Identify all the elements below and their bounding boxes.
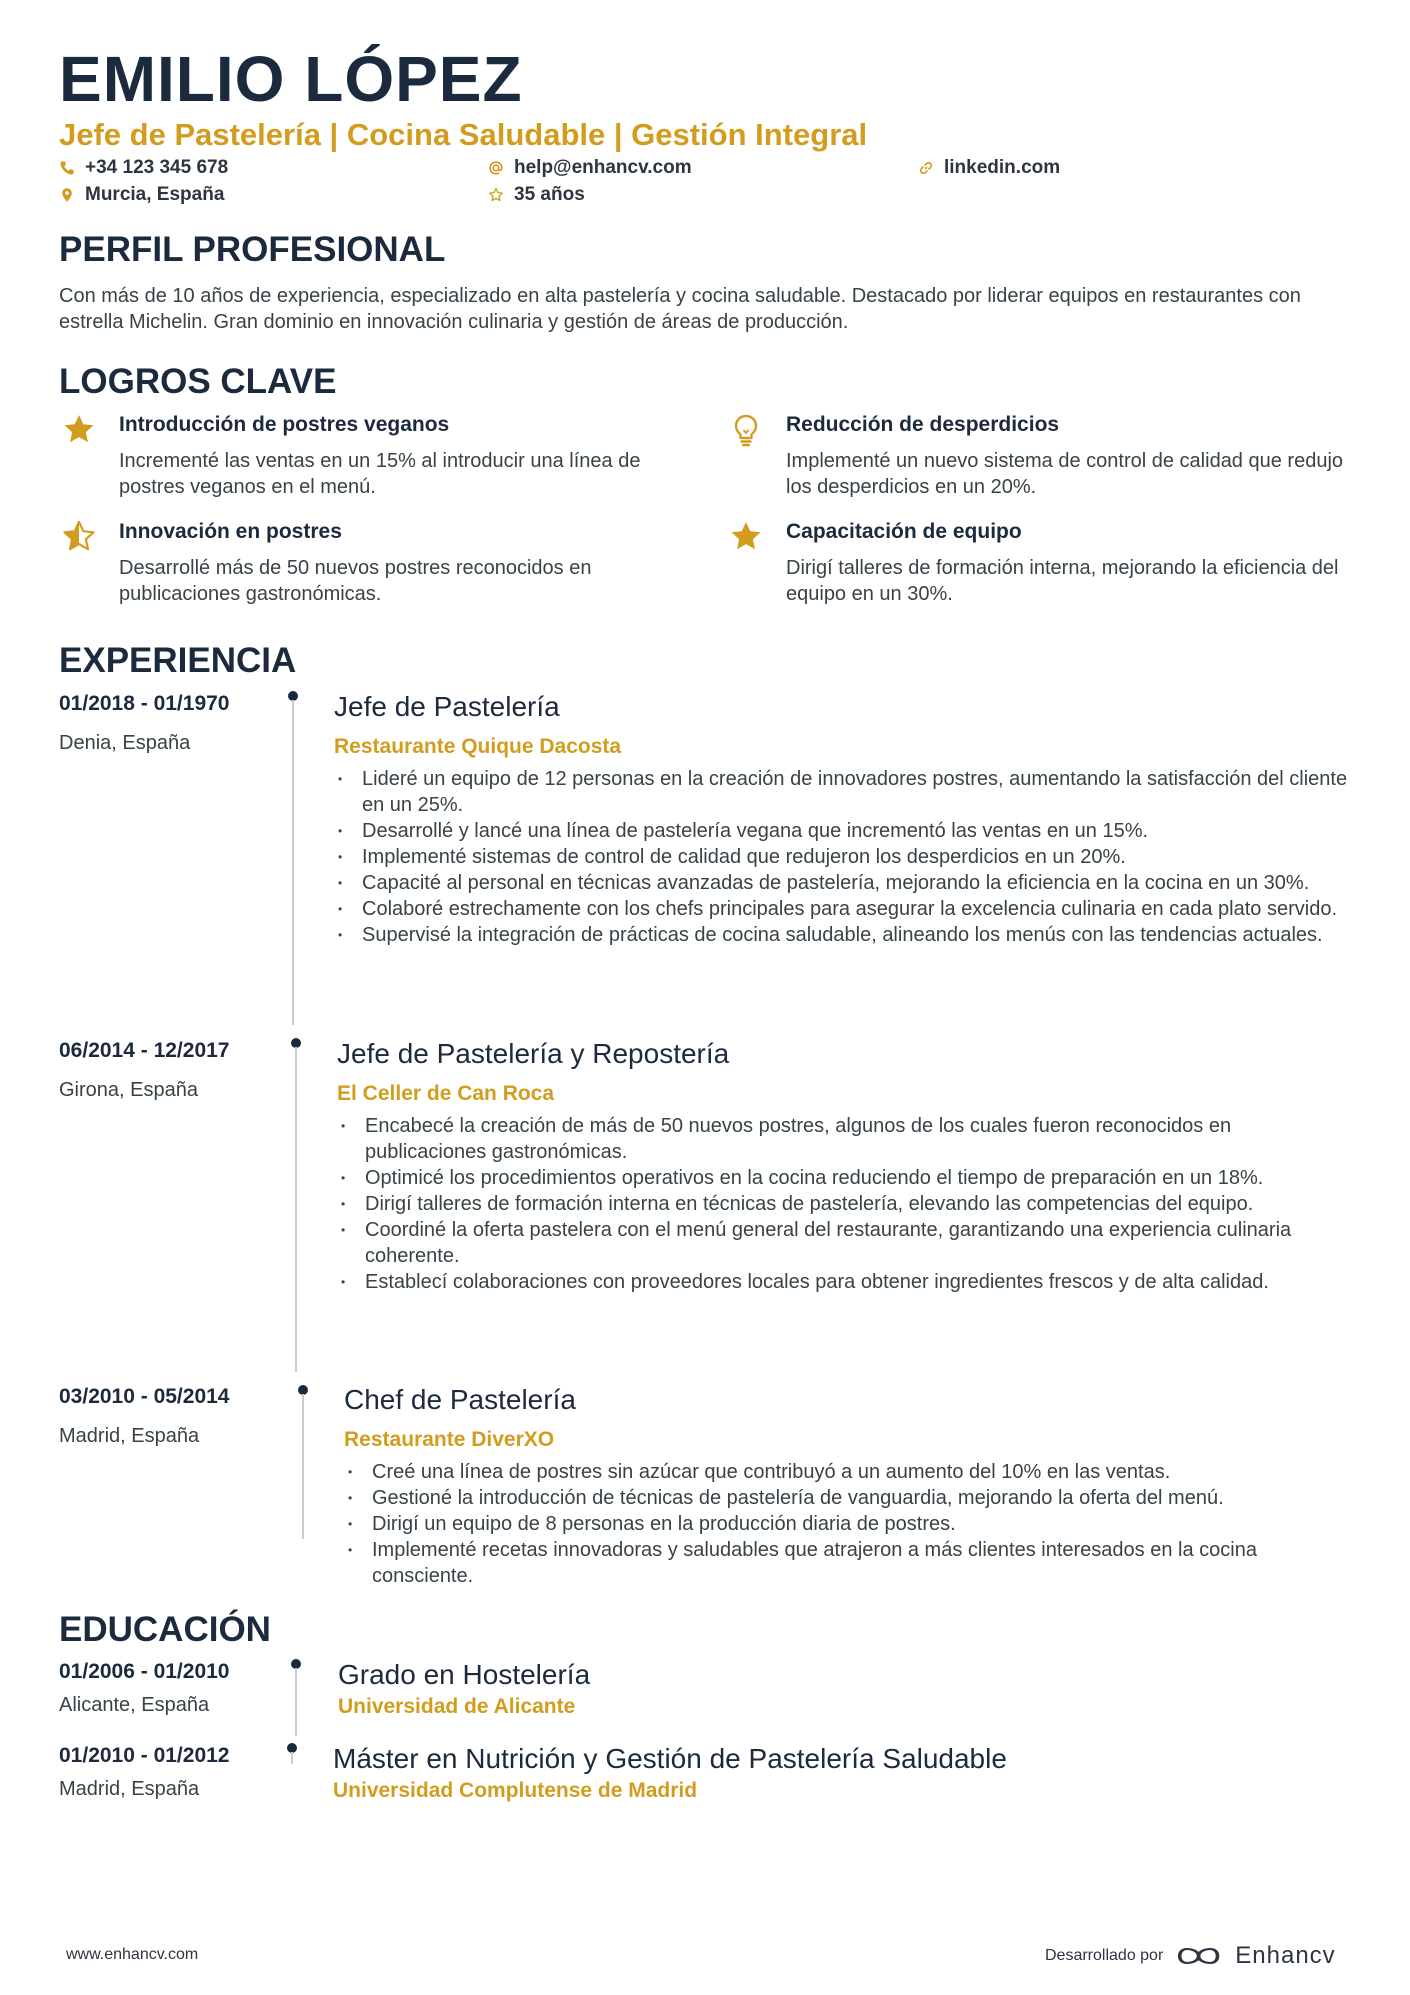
education-location: Alicante, España	[59, 1694, 210, 1716]
job-location: Girona, España	[59, 1079, 198, 1101]
link-icon	[918, 160, 934, 176]
contact-email	[488, 157, 692, 179]
achievements-section-title: LOGROS CLAVE	[59, 362, 337, 401]
job-role: Jefe de Pastelería	[334, 691, 560, 722]
job-bullet: • Implementé recetas innovadoras y saludables que atrajeron a más clientes interesados en la cocina consciente.	[344, 1537, 1344, 1589]
job-bullet: • Colaboré estrechamente con los chefs principales para asegurar la excelencia culinaria en cada plato servido.	[334, 896, 1364, 922]
achievement-description: Implementé un nuevo sistema de control de calidad que redujo los desperdicios en un 20%.	[786, 450, 1344, 498]
timeline-line	[295, 1668, 297, 1736]
education-school: Universidad de Alicante	[338, 1695, 576, 1718]
job-dates: 03/2010 - 05/2014	[59, 1385, 230, 1408]
enhancv-logo-icon	[1175, 1944, 1223, 1968]
education-dates: 01/2010 - 01/2012	[59, 1744, 230, 1767]
achievement-description: Dirigí talleres de formación interna, mejorando la eficiencia del equipo en un 30%.	[786, 557, 1339, 605]
timeline-line	[302, 1394, 304, 1539]
half-star-icon	[59, 517, 99, 557]
location-text: Murcia, España	[85, 184, 225, 205]
job-bullet: • Supervisé la integración de prácticas de cocina saludable, alineando los menús con las tendencias actuales.	[334, 922, 1364, 948]
phone-text[interactable]: +34 123 345 678	[85, 157, 229, 178]
job-bullet: • Lideré un equipo de 12 personas en la creación de innovadores postres, aumentando la satisfacción del cliente en un 25%.	[334, 766, 1364, 818]
education-section-title: EDUCACIÓN	[59, 1610, 271, 1649]
linkedin-text[interactable]: linkedin.com	[944, 157, 1061, 178]
job-bullet: • Implementé sistemas de control de calidad que redujeron los desperdicios en un 20%.	[334, 844, 1364, 870]
timeline-line	[291, 1752, 293, 1764]
education-location: Madrid, España	[59, 1778, 200, 1800]
education-degree: Máster en Nutrición y Gestión de Pastelería Saludable	[333, 1743, 1007, 1774]
job-bullet: • Dirigí un equipo de 8 personas en la producción diaria de postres.	[344, 1511, 1344, 1537]
job-dates: 06/2014 - 12/2017	[59, 1039, 230, 1062]
job-bullet: • Encabecé la creación de más de 50 nuevos postres, algunos de los cuales fueron reconocidos en publicaciones gastronómicas.	[337, 1113, 1357, 1165]
candidate-name: EMILIO LÓPEZ	[59, 43, 523, 115]
job-bullet: • Dirigí talleres de formación interna en técnicas de pastelería, elevando las competencias del equipo.	[337, 1191, 1357, 1217]
education-dates: 01/2006 - 01/2010	[59, 1660, 230, 1683]
contact-location	[59, 184, 224, 206]
job-location: Denia, España	[59, 732, 191, 754]
job-bullets	[334, 766, 1364, 948]
job-bullet: • Coordiné la oferta pastelera con el menú general del restaurante, garantizando una experiencia culinaria coherente.	[337, 1217, 1357, 1269]
job-role: Chef de Pastelería	[344, 1384, 576, 1415]
lightbulb-icon	[726, 410, 766, 450]
phone-icon	[59, 160, 75, 176]
candidate-headline: Jefe de Pastelería | Cocina Saludable | Gestión Integral	[59, 117, 868, 152]
contact-age	[488, 184, 585, 206]
experience-section-title: EXPERIENCIA	[59, 641, 297, 680]
job-company: Restaurante Quique Dacosta	[334, 735, 622, 758]
job-bullet: • Creé una línea de postres sin azúcar que contribuyó a un aumento del 10% en las ventas.	[344, 1459, 1344, 1485]
profile-summary: Con más de 10 años de experiencia, especializado en alta pastelería y cocina saludable. Destacado por liderar equipos en restaurantes con estrella Michelin. Gran dominio en innovación culinaria y gestión de áreas de producción.	[59, 285, 1301, 333]
achievement-title: Reducción de desperdicios	[786, 413, 1060, 436]
achievement-title: Innovación en postres	[119, 520, 342, 543]
job-bullets	[344, 1459, 1344, 1589]
job-bullets	[337, 1113, 1357, 1295]
location-pin-icon	[59, 187, 75, 203]
job-company: El Celler de Can Roca	[337, 1082, 555, 1105]
email-text[interactable]: help@enhancv.com	[514, 157, 692, 178]
job-dates: 01/2018 - 01/1970	[59, 692, 230, 715]
star-icon	[726, 517, 766, 557]
job-role: Jefe de Pastelería y Repostería	[337, 1038, 730, 1069]
timeline-line	[292, 700, 294, 1025]
job-location: Madrid, España	[59, 1425, 200, 1447]
footer-powered-by: Desarrollado por	[1045, 1947, 1164, 1964]
contact-phone	[59, 157, 228, 179]
contact-linkedin	[918, 157, 1060, 179]
job-bullet: • Capacité al personal en técnicas avanzadas de pastelería, mejorando la eficiencia en la cocina en un 30%.	[334, 870, 1364, 896]
job-bullet: • Desarrollé y lancé una línea de pastelería vegana que incrementó las ventas en un 15%.	[334, 818, 1364, 844]
footer-branding	[1045, 1942, 1336, 1970]
achievement-description: Desarrollé más de 50 nuevos postres reconocidos en publicaciones gastronómicas.	[119, 557, 592, 605]
education-school: Universidad Complutense de Madrid	[333, 1779, 698, 1802]
star-outline-icon	[488, 187, 504, 203]
profile-section-title: PERFIL PROFESIONAL	[59, 230, 446, 269]
achievement-title: Capacitación de equipo	[786, 520, 1022, 543]
job-bullet: • Establecí colaboraciones con proveedores locales para obtener ingredientes frescos y de alta calidad.	[337, 1269, 1357, 1295]
education-degree: Grado en Hostelería	[338, 1659, 591, 1690]
achievement-description: Incrementé las ventas en un 15% al introducir una línea de postres veganos en el menú.	[119, 450, 641, 498]
footer-brand: Enhancv	[1235, 1942, 1336, 1969]
job-bullet: • Optimicé los procedimientos operativos en la cocina reduciendo el tiempo de preparación en un 18%.	[337, 1165, 1357, 1191]
at-icon	[488, 160, 504, 176]
job-company: Restaurante DiverXO	[344, 1428, 555, 1451]
achievement-title: Introducción de postres veganos	[119, 413, 450, 436]
timeline-line	[295, 1047, 297, 1372]
star-icon	[59, 410, 99, 450]
age-text: 35 años	[514, 184, 585, 205]
job-bullet: • Gestioné la introducción de técnicas de pastelería de vanguardia, mejorando la oferta del menú.	[344, 1485, 1344, 1511]
footer-website[interactable]: www.enhancv.com	[66, 1946, 199, 1963]
